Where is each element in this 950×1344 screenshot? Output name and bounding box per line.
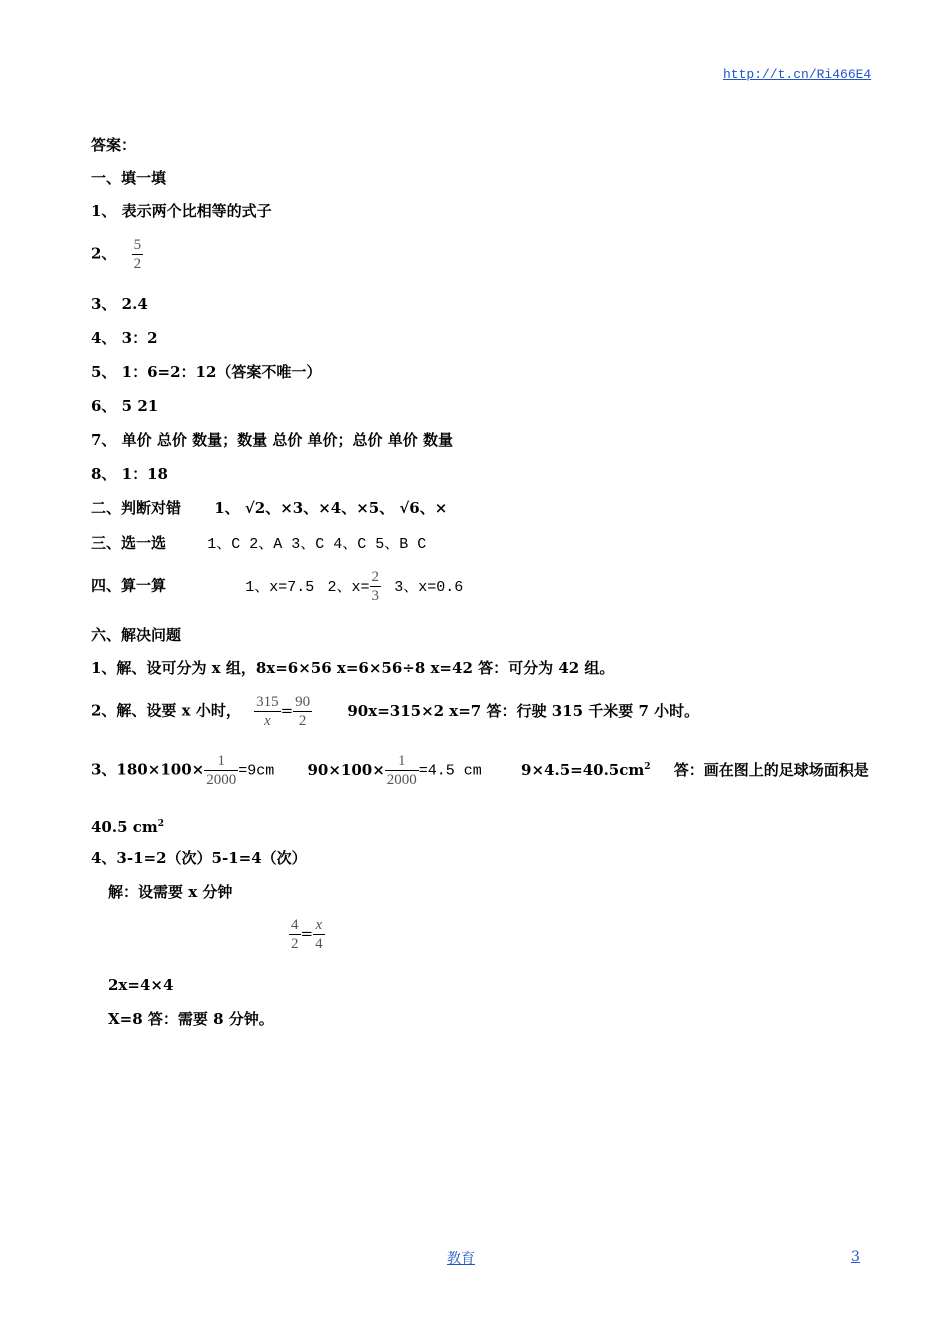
problem-2 — [91, 693, 699, 730]
section-2 — [91, 498, 447, 518]
fraction-denominator: 2 — [291, 936, 299, 952]
fraction-5-2 — [132, 236, 144, 273]
section-3-heading: 三、选一选 — [91, 534, 167, 552]
fraction-denominator: 2 — [298, 713, 307, 729]
answer-1-5: 5、 1：6=2：12（答案不唯一） — [91, 363, 322, 381]
problem-2-rest: 90x=315×2 x=7 答：行驶 315 千米要 7 小时。 — [347, 701, 700, 720]
problem-4-equation — [289, 916, 325, 953]
answer-title: 答案： — [91, 136, 137, 154]
section-4-answer-2: 2、x= — [327, 578, 370, 596]
answer-1-2 — [91, 236, 143, 273]
problem-2-prefix: 2、解、设要 x 小时， — [91, 701, 241, 720]
section-1-heading: 一、填一填 — [91, 169, 167, 187]
fraction-2-3 — [370, 568, 382, 605]
equals-sign: = — [300, 924, 314, 943]
fraction-numerator: 90 — [295, 694, 311, 710]
problem-1: 1、解、设可分为 x 组，8x=6×56 x=6×56÷8 x=42 答：可分为 42 组。 — [91, 659, 615, 677]
problem-3-part-e-text: 9×4.5=40.5cm — [521, 760, 645, 779]
section-4-answer-3: 3、x=0.6 — [394, 578, 464, 596]
footer-link[interactable]: 教育 — [447, 1251, 475, 1267]
problem-3-continued — [91, 814, 164, 837]
answer-1-4: 4、 3：2 — [91, 329, 158, 347]
fraction-1-2000-a — [204, 752, 238, 789]
problem-4-line-4: X=8 答：需要 8 分钟。 — [108, 1010, 274, 1028]
fraction-denominator: 3 — [371, 588, 380, 604]
answer-1-8: 8、 1：18 — [91, 465, 168, 483]
section-3-answers: 1、C 2、A 3、C 4、C 5、B C — [207, 536, 427, 553]
problem-3-part-b: =9cm — [238, 762, 275, 780]
fraction-denominator: x — [263, 713, 271, 729]
problem-3-part-g: 40.5 cm — [91, 818, 158, 836]
fraction-numerator: x — [313, 916, 325, 935]
superscript: 2 — [157, 819, 165, 829]
fraction-denominator: 2 — [133, 256, 142, 272]
fraction-90-2 — [293, 693, 312, 730]
section-4 — [91, 568, 463, 605]
fraction-denominator: 4 — [315, 936, 323, 952]
section-6-heading: 六、解决问题 — [91, 626, 182, 644]
section-3 — [91, 533, 426, 555]
header-link[interactable]: http://t.cn/Ri466E4 — [723, 67, 872, 82]
section-4-answer-1: 1、x=7.5 — [245, 578, 315, 596]
fraction-numerator: 315 — [256, 694, 279, 710]
answer-1-2-label: 2、 — [91, 244, 117, 263]
fraction-denominator: 2000 — [206, 772, 237, 788]
section-4-heading: 四、算一算 — [91, 576, 167, 595]
fraction-numerator: 2 — [371, 569, 380, 585]
answer-1-6: 6、 5 21 — [91, 397, 159, 415]
fraction-numerator: 4 — [291, 917, 299, 933]
fraction-4-2 — [289, 916, 301, 953]
fraction-numerator: 1 — [385, 752, 419, 771]
fraction-315-x — [254, 693, 281, 730]
problem-3-part-a: 3、180×100× — [91, 760, 205, 779]
answer-1-7: 7、 单价 总价 数量；数量 总价 单价；总价 单价 数量 — [91, 431, 453, 449]
fraction-x-4 — [313, 916, 325, 953]
answer-1-1: 1、 表示两个比相等的式子 — [91, 202, 272, 220]
fraction-denominator: 2000 — [386, 772, 417, 788]
fraction-1-2000-b — [385, 752, 419, 789]
problem-4-line-3: 2x=4×4 — [108, 976, 174, 994]
equals-sign: = — [280, 701, 294, 720]
superscript: 2 — [644, 761, 651, 772]
problem-3-part-e — [521, 761, 650, 779]
section-2-heading: 二、判断对错 — [91, 499, 182, 517]
answer-1-3: 3、 2.4 — [91, 295, 148, 313]
problem-3-part-c: 90×100× — [307, 760, 385, 779]
problem-3-part-f: 答：画在图上的足球场面积是 — [673, 760, 869, 779]
page-number[interactable]: 3 — [851, 1249, 860, 1265]
problem-4-line-2: 解：设需要 x 分钟 — [108, 883, 233, 901]
problem-3-part-d: =4.5 cm — [418, 762, 482, 780]
fraction-numerator: 1 — [204, 752, 238, 771]
problem-3 — [91, 752, 869, 789]
fraction-numerator: 5 — [133, 237, 142, 253]
section-2-answers: 1、 √2、×3、×4、×5、 √6、× — [214, 499, 448, 517]
problem-4-line-1: 4、3-1=2（次）5-1=4（次） — [91, 849, 307, 867]
